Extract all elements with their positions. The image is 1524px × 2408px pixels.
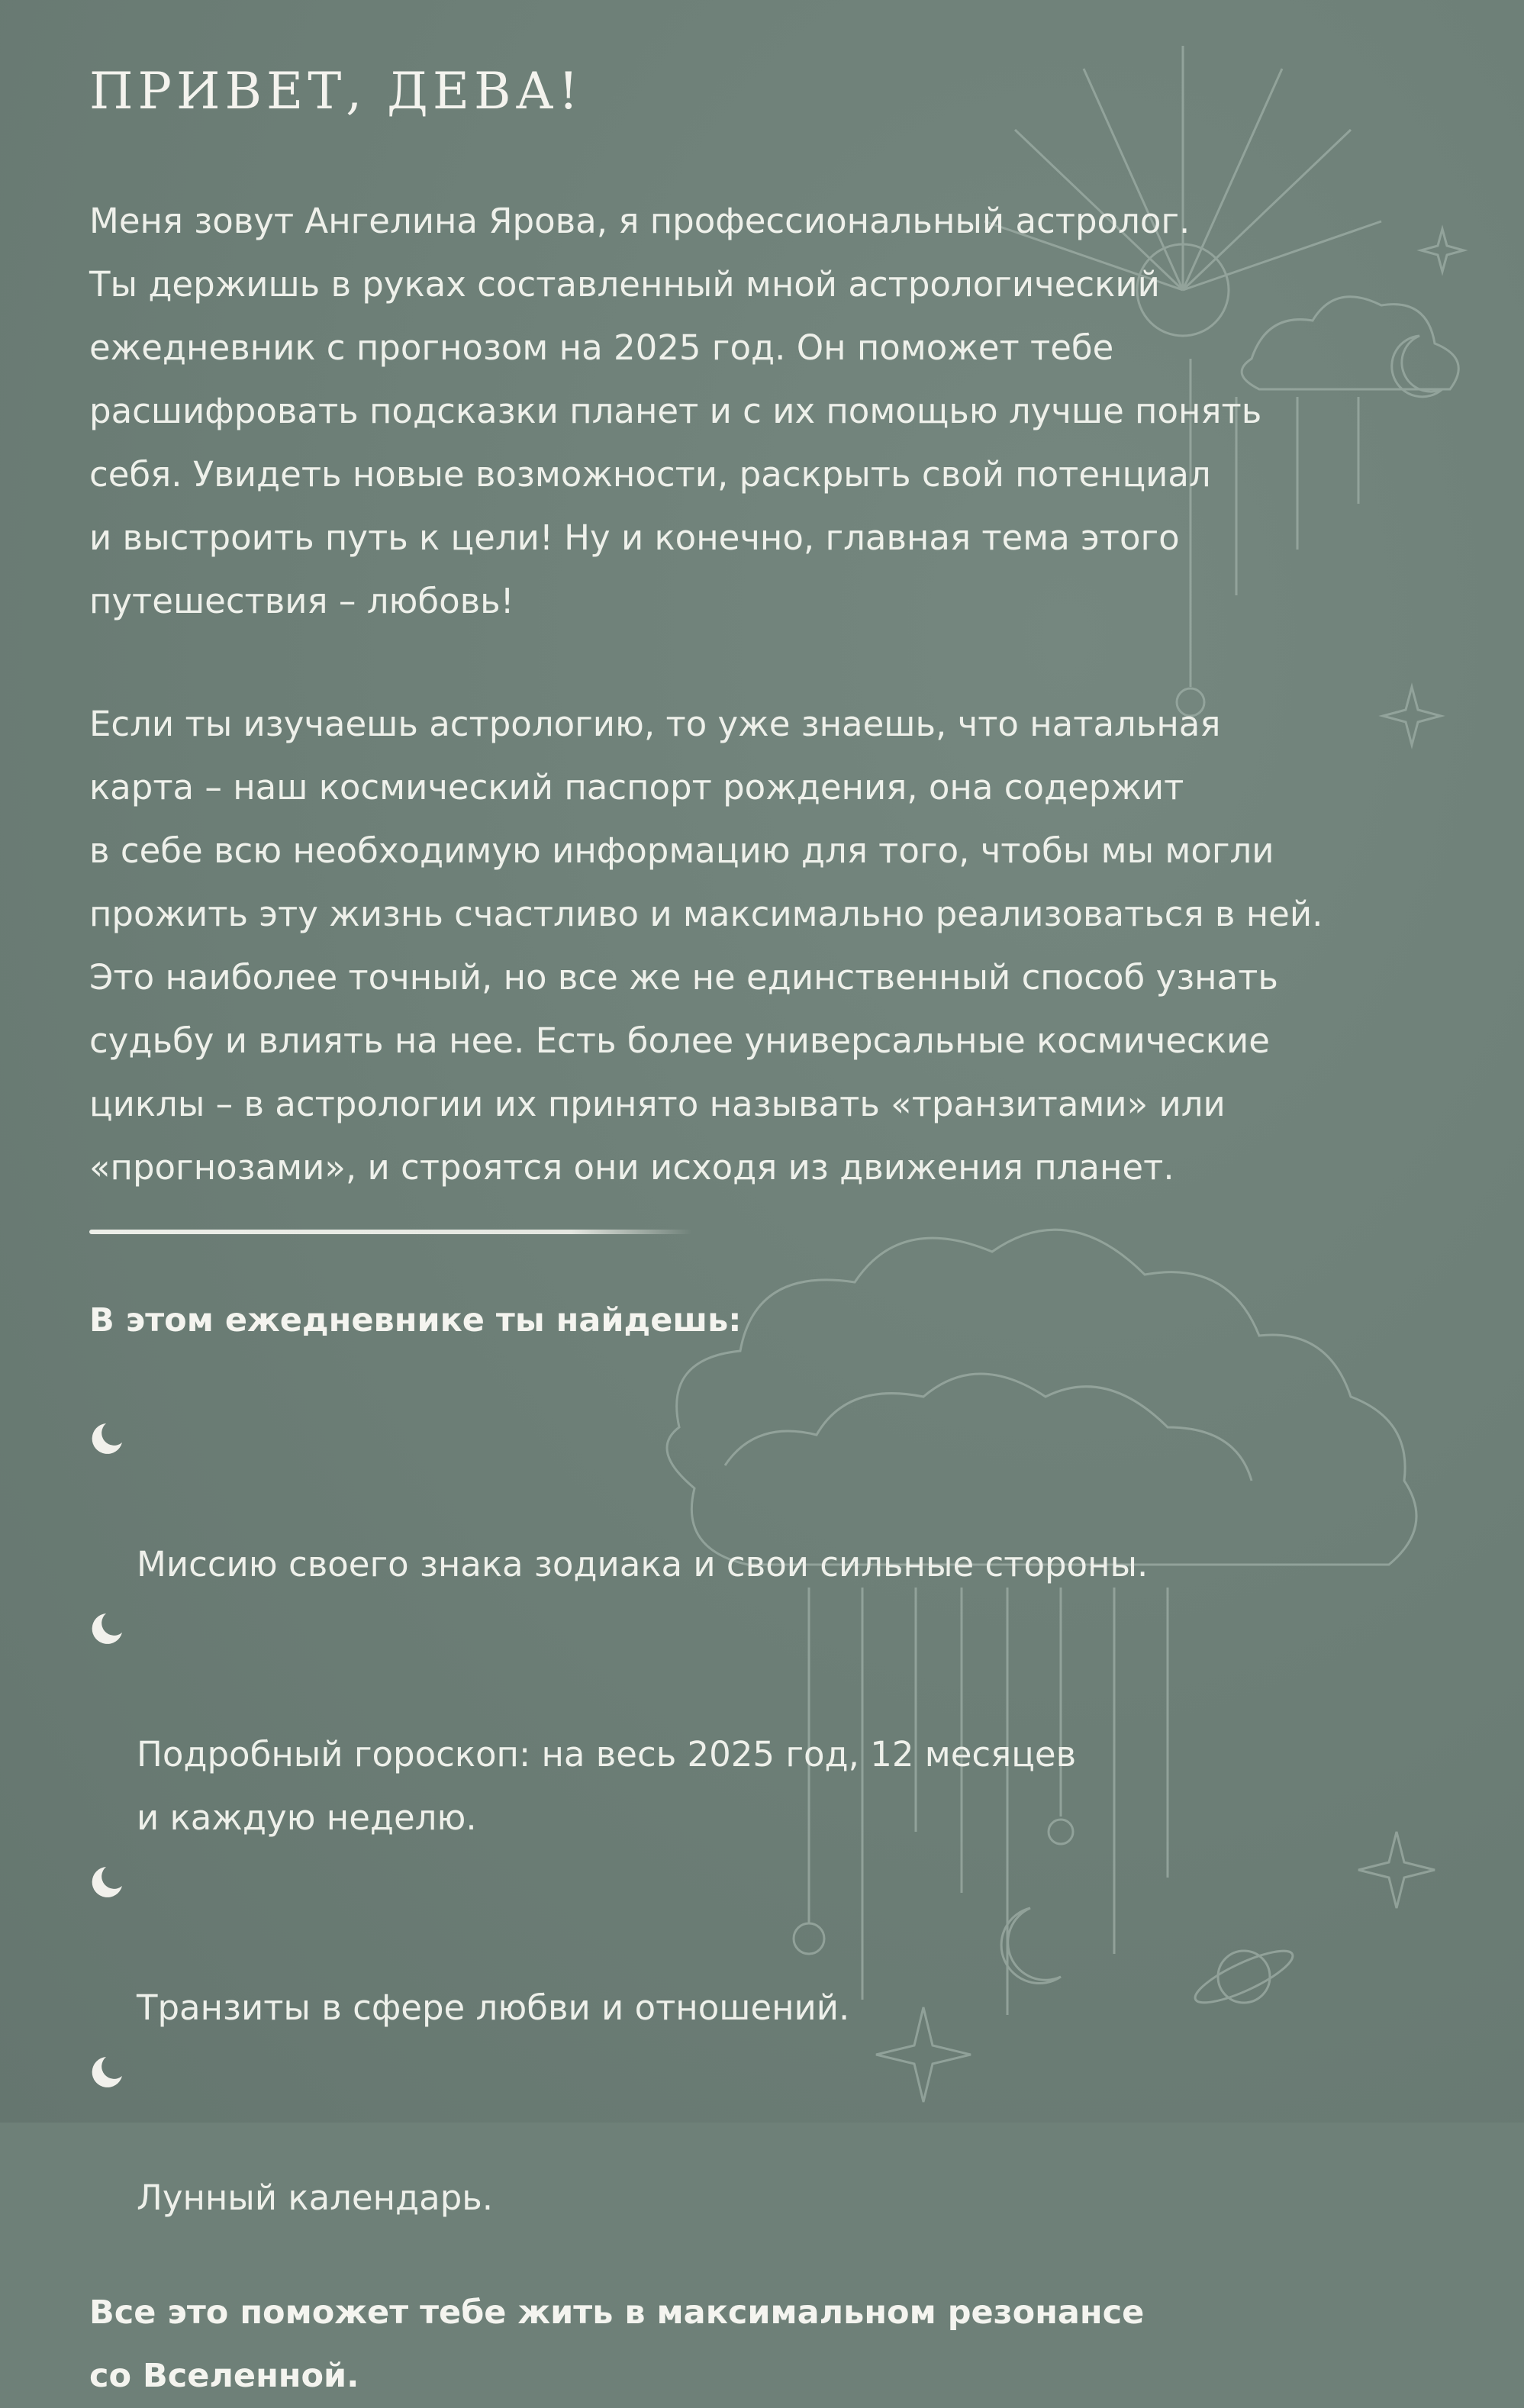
- list-item: [89, 1596, 1486, 1849]
- intro-paragraph: Меня зовут Ангелина Ярова, я профессиональный астролог. Ты держишь в руках составленный мной астрологический ежедневник с прогнозом на 2025 год. Он поможет тебе расшифровать подсказки планет и с их помощью лучше понять себя. Увидеть новые возможности, раскрыть свой потенциал и выстроить путь к цели! Ну и конечно, главная тема этого путешествия – любовь!: [89, 201, 1262, 621]
- features-title: В этом ежедневнике ты найдешь:: [89, 1301, 742, 1339]
- page-content: [89, 53, 1486, 2408]
- list-item: [89, 1849, 1486, 2039]
- crescent-moon-icon: [89, 1611, 124, 1646]
- feature-text: Миссию своего знака зодиака и свои сильные стороны.: [137, 1544, 1149, 1584]
- astrology-paragraph: Если ты изучаешь астрологию, то уже знаешь, что натальная карта – наш космический паспорт рождения, она содержит в себе всю необходимую информацию для того, чтобы мы могли прожить эту жизнь счастливо и максимально реализоваться в ней. Это наиболее точный, но все же не единственный способ узнать судьбу и влиять на нее. Есть более универсальные космические циклы – в астрологии их принято называть «транзитами» или «прогнозами», и строятся они исходя из движения планет.: [89, 704, 1323, 1188]
- page-title: ПРИВЕТ, ДЕВА!: [89, 62, 584, 121]
- feature-text: Подробный гороскоп: на весь 2025 год, 12 месяцев и каждую неделю.: [137, 1734, 1077, 1838]
- section-divider: [89, 1230, 692, 1234]
- closing-statement: Все это поможет тебе жить в максимальном резонансе со Вселенной.: [89, 2294, 1145, 2395]
- crescent-moon-icon: [89, 2055, 124, 2090]
- feature-text: Лунный календарь.: [137, 2178, 494, 2218]
- crescent-moon-icon: [89, 1865, 124, 1900]
- list-item: [89, 2039, 1486, 2229]
- crescent-moon-icon: [89, 1421, 124, 1456]
- features-list: [89, 1406, 1486, 2229]
- list-item: [89, 1406, 1486, 1596]
- feature-text: Транзиты в сфере любви и отношений.: [137, 1987, 850, 2028]
